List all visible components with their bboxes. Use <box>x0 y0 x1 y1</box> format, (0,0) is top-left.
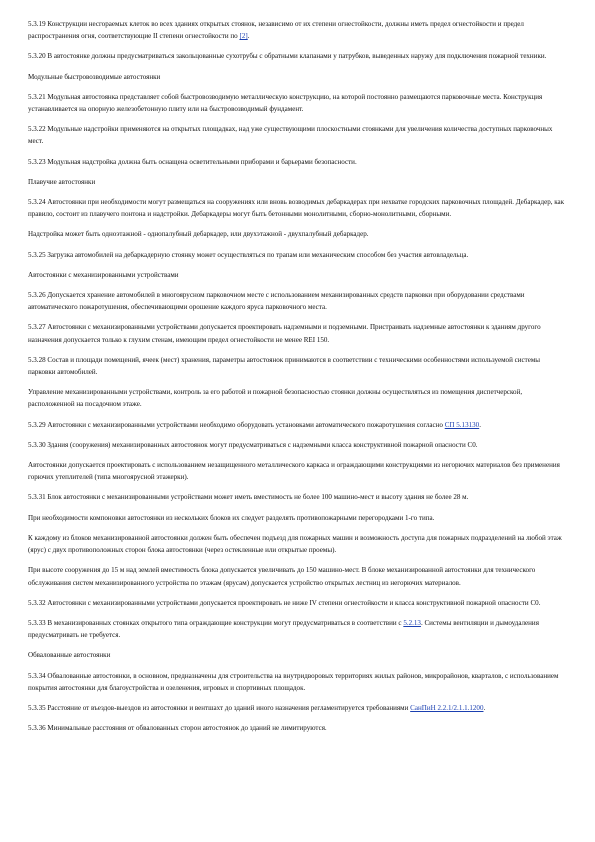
paragraph-text: 5.3.33 В механизированных стоянках открытого типа ограждающие конструкции могут предусматриваться в соответствии с <box>28 618 404 627</box>
reference-link-sp-5-13130[interactable]: СП 5.13130 <box>444 420 480 429</box>
paragraph-5-3-21: 5.3.21 Модульная автостоянка представляет собой быстровозводимую металлическую конструкцию, на которой постоянно размещаются парковочные места. Конструкция устанавливается на опорную железобетонную плиту или на быстровозводимый фундамент. <box>28 92 543 114</box>
paragraph-5-3-19 <box>28 18 567 42</box>
paragraph-5-3-31-cont-3: При высоте сооружения до 15 м над землей вместимость блока допускается увеличивать до 150 машино-мест. В блоке механизированной автостоянки для технического обслуживания систем механизированного устройства по этажам (ярусам) допускается устройство открытых лестниц из негорючих материалов. <box>28 566 536 587</box>
paragraph-5-3-36: 5.3.36 Минимальные расстояния от обвалованных сторон автостоянок до зданий не лимитируются. <box>28 724 327 733</box>
reference-link-5-2-13[interactable]: 5.2.13 <box>403 618 421 627</box>
paragraph-5-3-22: 5.3.22 Модульные надстройки применяются на открытых площадках, над уже существующими плоскостными стоянками для увеличения количества доступных парковочных мест. <box>28 125 553 146</box>
reference-link-sanpin[interactable]: СанПиН 2.2.1/2.1.1.1200 <box>410 703 484 712</box>
paragraph-5-3-31: 5.3.31 Блок автостоянки с механизированными устройствами может иметь вместимость не более 100 машино-мест и высоту здания не более 28 м. <box>28 493 469 502</box>
section-heading-covered: Обвалованные автостоянки <box>28 651 111 660</box>
paragraph-5-3-30: 5.3.30 Здания (сооружения) механизированных автостоянок могут предусматриваться с надземными класса конструктивной пожарной опасности С0. <box>28 440 478 449</box>
paragraph-5-3-26: 5.3.26 Допускается хранение автомобилей в многоярусном парковочном месте с использованием механизированных средств парковки при оборудовании средствами автоматического пожаротушения, обеспечивающими орошение каждого яруса парковочного места. <box>28 291 525 312</box>
section-heading-floating: Плавучие автостоянки <box>28 177 96 186</box>
paragraph-text-end: . <box>247 32 250 41</box>
paragraph-5-3-32: 5.3.32 Автостоянки с механизированными устройствами допускается проектировать не ниже IV степени огнестойкости и класса конструктивной пожарной опасности С0. <box>28 598 541 607</box>
paragraph-5-3-25: 5.3.25 Загрузка автомобилей на дебаркадерную стоянку может осуществляться по трапам или механическим способом без участия автовладельца. <box>28 250 469 259</box>
paragraph-5-3-27: 5.3.27 Автостоянки с механизированными устройствами допускается проектировать надземными и подземными. Пристраивать надземные автостоянки к зданиям другого назначения допускается только к глухим стенам, имеющим предел огнестойкости не менее REI 150. <box>28 323 541 344</box>
paragraph-5-3-20: 5.3.20 В автостоянке должны предусматриваться закольцованные сухотрубы с обратными клапанами у патрубков, выведенных наружу для подключения пожарной техники. <box>28 52 547 61</box>
paragraph-5-3-24-cont: Надстройка может быть одноэтажной - однопалубный дебаркадер, или двухэтажной - двухпалубный дебаркадер. <box>28 230 369 239</box>
paragraph-5-3-24: 5.3.24 Автостоянки при необходимости могут размещаться на сооружениях или вновь возводимых дебаркадерах при нехватке городских парковочных площадей. Дебаркадер, как правило, состоит из плавучего понтона и надстройки. Дебаркадеры могут быть бетонными монолитными, сборно-монолитными, сборными. <box>28 198 565 219</box>
paragraph-5-3-28-cont: Управление механизированными устройствами, контроль за его работой и пожарной безопасностью стоянки должны осуществляться из помещения диспетчерской, расположенной на посадочном этаже. <box>28 388 523 409</box>
paragraph-5-3-33 <box>28 617 567 641</box>
paragraph-text: 5.3.29 Автостоянки с механизированными устройствами необходимо оборудовать установками автоматического пожаротушения согласно <box>28 420 445 429</box>
section-heading-modular: Модульные быстровозводимые автостоянки <box>28 72 161 81</box>
paragraph-5-3-35 <box>28 702 567 714</box>
paragraph-text-end: . <box>479 420 481 429</box>
paragraph-text-end: . Системы вентиляции и дымоудаления предусматривать не требуется. <box>28 618 539 640</box>
paragraph-text-end: . <box>483 703 486 712</box>
paragraph-5-3-29 <box>28 419 567 431</box>
paragraph-text: 5.3.35 Расстояние от въездов-выездов из автостоянки и вентшахт до зданий иного назначения регламентируется требованиями <box>28 703 411 712</box>
paragraph-text: 5.3.19 Конструкции несгораемых клеток во всех зданиях открытых стоянок, независимо от их степени огнестойкости, должны иметь предел огнестойкости и предел распространения огня, соответствующие II степени огнестойкости по <box>28 20 524 41</box>
section-heading-mechanized: Автостоянки с механизированными устройствами <box>28 270 179 279</box>
paragraph-5-3-30-cont: Автостоянки допускается проектировать с использованием незащищенного металлического каркаса и ограждающими конструкциями из негорючих материалов без применения горючих утеплителей (типа многоярусной этажерки). <box>28 461 560 482</box>
paragraph-5-3-23: 5.3.23 Модульная надстройка должна быть оснащена осветительными приборами и барьерами безопасности. <box>28 157 357 166</box>
paragraph-5-3-34: 5.3.34 Обвалованные автостоянки, в основном, предназначены для строительства на внутридворовых территориях жилых районов, микрорайонов, кварталов, с использованием покрытия автостоянки для благоустройства и озеленения, игровых и спортивных площадок. <box>28 671 559 692</box>
paragraph-5-3-31-cont-1: При необходимости компоновки автостоянки из нескольких блоков их следует разделять противопожарными перегородками 1-го типа. <box>28 513 435 522</box>
paragraph-5-3-31-cont-2: К каждому из блоков механизированной автостоянки должен быть обеспечен подъезд для пожарных машин и возможность доступа для пожарных подразделений на любой этаж (ярус) с двух противоположных сторон блока автостоянки (через остекленные или открытые проемы). <box>28 533 562 555</box>
paragraph-5-3-28: 5.3.28 Состав и площади помещений, ячеек (мест) хранения, параметры автостоянок принимаются в соответствии с техническими особенностями используемой системы парковки автомобилей. <box>28 355 541 377</box>
reference-link-2[interactable]: [2] <box>239 32 248 41</box>
